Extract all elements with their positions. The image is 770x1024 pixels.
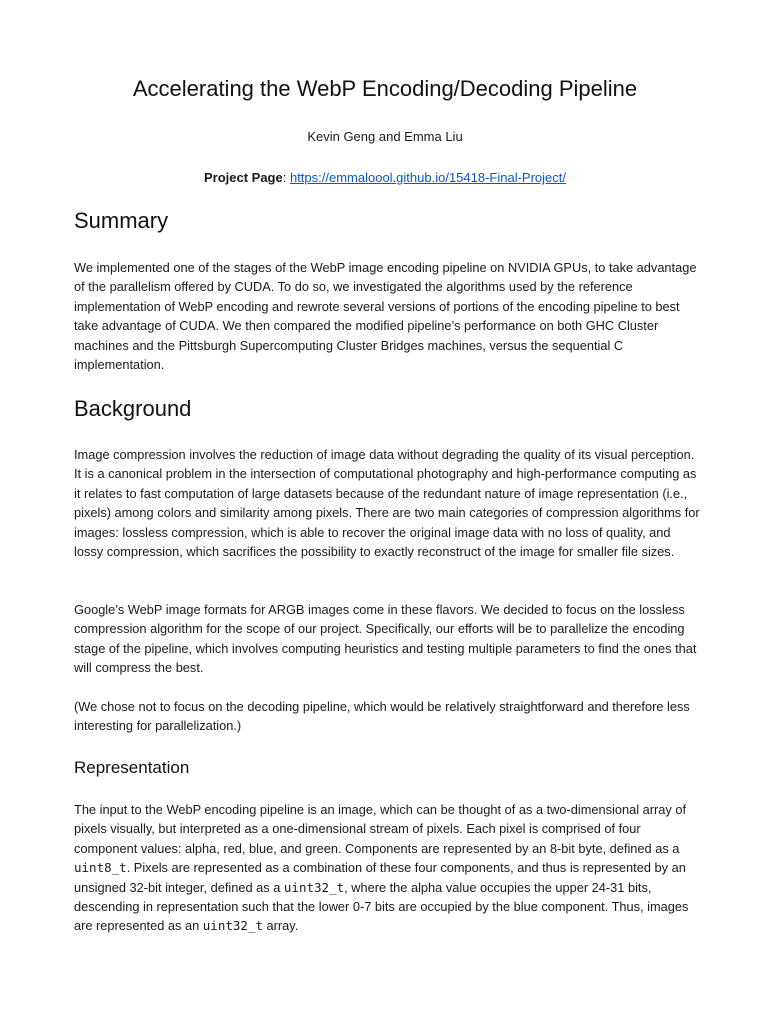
- representation-text-1: The input to the WebP encoding pipeline is an image, which can be thought of as a two-dimensional array of pixels visually, but interpreted as a one-dimensional stream of pixels. Each pixel is comprised of four component values: alpha, red, blue, and green. Components are represented by an 8-bit byte, defined as a: [74, 802, 687, 856]
- representation-text-3: , where the alpha value occupies the upper 24-31 bits, descending in representation such that the lower 0-7 bits are occupied by the blue component. Thus, images are represented as an: [74, 879, 689, 934]
- inline-code-uint8: uint8_t: [74, 860, 127, 876]
- project-page-separator: :: [282, 170, 290, 185]
- summary-section: [74, 207, 700, 235]
- summary-paragraph: We implemented one of the stages of the WebP image encoding pipeline on NVIDIA GPUs, to take advantage of the parallelism offered by CUDA. To do so, we investigated the algorithms used by the reference implementation of WebP encoding and rewrote several versions of portions of the encoding pipeline to best take advantage of CUDA. We then compared the modified pipeline’s performance on both GHC Cluster machines and the Pittsburgh Supercomputing Cluster Bridges machines, versus the sequential C implementation.: [74, 260, 697, 373]
- background-section: [74, 395, 700, 423]
- inline-code-uint32: uint32_t: [283, 879, 345, 895]
- background-body-2: [74, 600, 700, 678]
- background-paragraph-3: (We chose not to focus on the decoding pipeline, which would be relatively straightforward and therefore less interesting for parallelization.): [74, 699, 690, 734]
- representation-paragraph: [74, 800, 700, 936]
- background-body-1: [74, 445, 700, 561]
- project-page-label: Project Page: [203, 170, 283, 185]
- inline-code-uint32-array: uint32_t: [202, 918, 263, 934]
- background-paragraph-2: Google’s WebP image formats for ARGB images come in these flavors. We decided to focus on the lossless compression algorithm for the scope of our project. Specifically, our efforts will be to parallelize the encoding stage of the pipeline, which involves computing heuristics and testing multiple parameters to find the ones that will compress the best.: [74, 602, 697, 676]
- project-page-line: [0, 169, 770, 187]
- document-title: Accelerating the WebP Encoding/Decoding Pipeline: [132, 76, 638, 101]
- background-paragraph-1: Image compression involves the reduction of image data without degrading the quality of its visual perception. It is a canonical problem in the intersection of computational photography and high-performance computing as it relates to fast computation of large datasets because of the redundant nature of image representation (i.e., pixels) among colors and similarity among pixels. There are two main categories of compression algorithms for images: lossless compression, which is able to recover the original image data with no loss of quality, and lossy compression, which sacrifices the possibility to exactly reconstruct of the image for smaller file sizes.: [74, 447, 700, 560]
- project-page-link[interactable]: https://emmaloool.github.io/15418-Final-Project/: [289, 170, 567, 185]
- representation-heading: Representation: [74, 758, 190, 777]
- summary-heading: Summary: [74, 208, 169, 233]
- background-heading: Background: [74, 396, 192, 421]
- representation-text-2: . Pixels are represented as a combination of these four components, and thus is represented by an unsigned 32-bit integer, defined as a: [74, 860, 686, 895]
- representation-section: [74, 756, 700, 780]
- representation-text-4: array.: [262, 918, 299, 934]
- summary-body: [74, 258, 700, 374]
- authors: Kevin Geng and Emma Liu: [307, 129, 463, 144]
- representation-body: [74, 800, 700, 936]
- background-body-3: [74, 697, 700, 736]
